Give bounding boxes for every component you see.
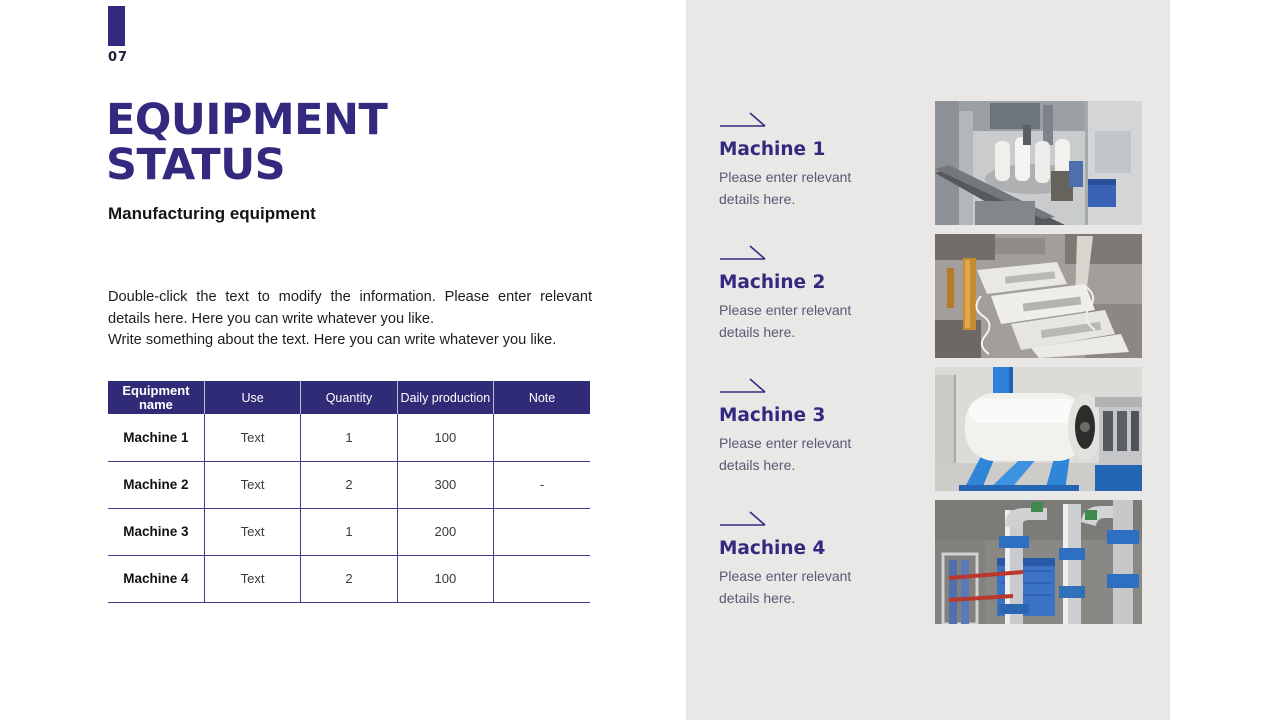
cell-use: Text <box>204 461 300 508</box>
cell-daily-production: 100 <box>397 414 493 461</box>
cell-use: Text <box>204 555 300 602</box>
cell-quantity: 2 <box>301 461 397 508</box>
machine-block-4 <box>719 510 879 609</box>
cell-use: Text <box>204 508 300 555</box>
cell-machine-name: Machine 4 <box>108 555 204 602</box>
machine-title: Machine 2 <box>719 272 826 293</box>
title-line-2: STATUS <box>106 140 286 190</box>
machine-title: Machine 1 <box>719 139 826 160</box>
machine-details: Please enter relevant details here. <box>719 435 852 473</box>
machine-1-photo <box>935 101 1142 225</box>
fabric-roll-unwinder-illustration <box>935 367 1142 491</box>
arrow-right-icon <box>719 510 767 527</box>
machine-4-photo <box>935 500 1142 624</box>
table-row <box>108 461 590 508</box>
arrow-right-icon <box>719 111 767 128</box>
cell-machine-name: Machine 2 <box>108 461 204 508</box>
subtitle: Manufacturing equipment <box>108 204 316 223</box>
cell-daily-production: 300 <box>397 461 493 508</box>
cell-machine-name: Machine 1 <box>108 414 204 461</box>
table-row <box>108 508 590 555</box>
machine-3-photo <box>935 367 1142 491</box>
cell-machine-name: Machine 3 <box>108 508 204 555</box>
machine-details: Please enter relevant details here. <box>719 302 852 340</box>
cell-note <box>494 555 590 602</box>
cell-daily-production: 100 <box>397 555 493 602</box>
page-title <box>106 95 388 190</box>
machine-details: Please enter relevant details here. <box>719 169 852 207</box>
col-header-use: Use <box>204 381 300 414</box>
col-header-quantity: Quantity <box>301 381 397 414</box>
cell-quantity: 1 <box>301 508 397 555</box>
col-header-equipment-name: Equipment name <box>108 381 204 414</box>
col-header-daily-production: Daily production <box>397 381 493 414</box>
mask-production-line-illustration <box>935 234 1142 358</box>
machine-block-3 <box>719 377 879 476</box>
machine-block-1 <box>719 111 879 210</box>
machine-details: Please enter relevant details here. <box>719 568 852 606</box>
cell-quantity: 1 <box>301 414 397 461</box>
title-line-1: EQUIPMENT <box>106 95 388 145</box>
machine-2-photo <box>935 234 1142 358</box>
table-row <box>108 414 590 461</box>
industrial-piping-illustration <box>935 500 1142 624</box>
cell-note <box>494 508 590 555</box>
cell-note <box>494 414 590 461</box>
body-paragraph-1: Double-click the text to modify the information. Please enter relevant details here. Here you can write whatever you like. <box>108 289 592 327</box>
equipment-table <box>108 381 590 603</box>
page-number: 07 <box>108 50 129 65</box>
table-row <box>108 555 590 602</box>
arrow-right-icon <box>719 244 767 261</box>
accent-bar <box>108 6 125 46</box>
tube-filling-machine-illustration <box>935 101 1142 225</box>
cell-note: - <box>494 461 590 508</box>
arrow-right-icon <box>719 377 767 394</box>
machine-block-2 <box>719 244 879 343</box>
col-header-note: Note <box>494 381 590 414</box>
machine-title: Machine 3 <box>719 405 826 426</box>
machine-title: Machine 4 <box>719 538 826 559</box>
cell-quantity: 2 <box>301 555 397 602</box>
cell-use: Text <box>204 414 300 461</box>
equipment-table-header <box>108 381 590 414</box>
body-paragraph-2: Write something about the text. Here you can write whatever you like. <box>108 332 557 348</box>
cell-daily-production: 200 <box>397 508 493 555</box>
body-text-block <box>108 287 592 352</box>
